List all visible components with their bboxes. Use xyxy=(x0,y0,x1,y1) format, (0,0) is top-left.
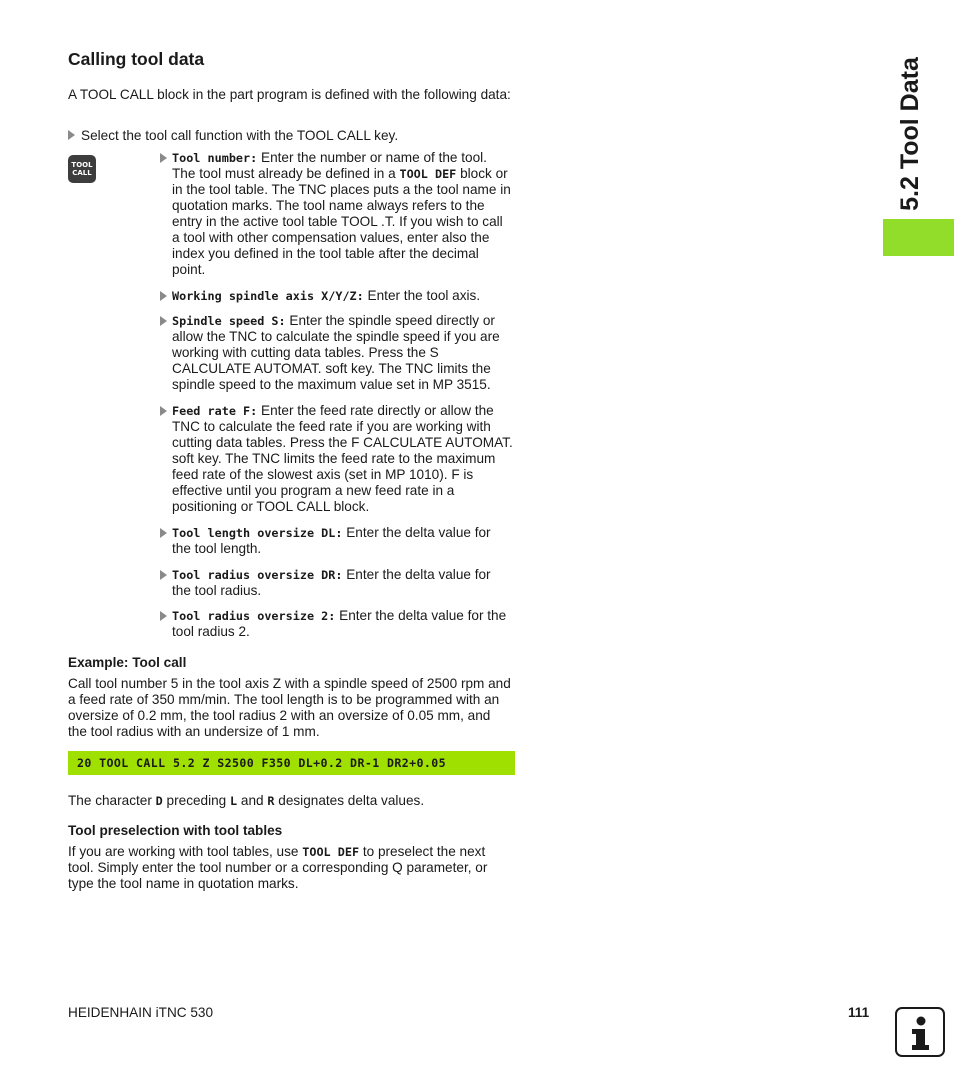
preselect-paragraph xyxy=(68,844,513,892)
item-code: Tool number: xyxy=(172,151,258,165)
step-arrow-icon xyxy=(160,570,167,580)
page-number: 111 xyxy=(848,1005,870,1020)
preselect-text: If you are working with tool tables, use xyxy=(68,844,303,859)
step-arrow-icon xyxy=(160,291,167,301)
note-text: The character xyxy=(68,793,156,808)
list-item-spindle-speed xyxy=(158,313,513,393)
preselect-text: to preselect the next tool. Simply enter the tool number or a corresponding Q parameter, or type the tool name in quotation marks. xyxy=(68,844,488,891)
preselect-heading: Tool preselection with tool tables xyxy=(68,823,283,838)
section-heading: Calling tool data xyxy=(68,49,205,69)
step-arrow-icon xyxy=(160,528,167,538)
item-code: Tool radius oversize 2: xyxy=(172,609,336,623)
chapter-side-title-text: 5.2 Tool Data xyxy=(896,57,924,211)
note-code: L xyxy=(230,794,238,808)
list-item-length-oversize xyxy=(158,525,513,557)
list-item-radius-oversize xyxy=(158,567,513,599)
step-arrow-icon xyxy=(160,611,167,621)
footer-product: HEIDENHAIN iTNC 530 xyxy=(68,1005,214,1020)
item-text: Enter the tool axis. xyxy=(363,288,481,303)
item-code: Working spindle axis X/Y/Z: xyxy=(172,289,364,303)
delta-note xyxy=(68,793,516,809)
select-step-text: Select the tool call function with the TOOL CALL key. xyxy=(81,128,399,143)
code-block: 20 TOOL CALL 5.2 Z S2500 F350 DL+0.2 DR-1 DR2+0.05 xyxy=(68,751,515,775)
chapter-side-title xyxy=(895,58,925,210)
item-code: Tool length oversize DL: xyxy=(172,526,343,540)
step-arrow-icon xyxy=(68,130,75,140)
note-code: R xyxy=(267,794,275,808)
item-inline-code: TOOL DEF xyxy=(399,167,457,181)
info-icon xyxy=(895,1007,945,1057)
item-text-after: block or in the tool table. The TNC places puts a the tool name in quotation marks. The tool name always refers to the entry in the active tool table TOOL .T. If you wish to call a tool with other compensation values, enter also the index you defined in the tool table after the decimal point. xyxy=(172,166,511,277)
item-text: Enter the feed rate directly or allow the TNC to calculate the feed rate if you are working with cutting data tables. Press the F CALCULATE AUTOMAT. soft key. The TNC limits the feed rate to the maximum feed rate of the slowest axis (set in MP 1010). F is effective until you program a new feed rate in a positioning or TOOL CALL block. xyxy=(172,403,513,514)
item-code: Tool radius oversize DR: xyxy=(172,568,343,582)
item-code: Spindle speed S: xyxy=(172,314,286,328)
item-text: Enter the spindle speed directly or allow the TNC to calculate the spindle speed if you are working with cutting data tables. Press the S CALCULATE AUTOMAT. soft key. The TNC limits the spindle speed to the maximum value set in MP 3515. xyxy=(172,313,500,392)
note-text: preceding xyxy=(162,793,231,808)
key-label-line1: TOOL xyxy=(71,161,93,169)
list-item-tool-number xyxy=(158,150,513,278)
step-arrow-icon xyxy=(160,153,167,163)
list-item-spindle-axis xyxy=(158,288,513,304)
item-text: Enter the number or name of the tool. The tool must already be defined in a xyxy=(172,150,487,181)
note-text: and xyxy=(237,793,268,808)
chapter-tab xyxy=(883,219,954,256)
example-heading: Example: Tool call xyxy=(68,655,187,670)
step-arrow-icon xyxy=(160,406,167,416)
step-arrow-icon xyxy=(160,316,167,326)
item-text: Enter the delta value for the tool radius. xyxy=(172,567,491,598)
intro-paragraph: A TOOL CALL block in the part program is defined with the following data: xyxy=(68,87,511,102)
item-text: Enter the delta value for the tool radius 2. xyxy=(172,608,507,639)
item-text: Enter the delta value for the tool length. xyxy=(172,525,491,556)
example-paragraph: Call tool number 5 in the tool axis Z with a spindle speed of 2500 rpm and a feed rate of 350 mm/min. The tool length is to be programmed with an oversize of 0.2 mm, the tool radius 2 with an oversize of 0.05 mm, and the tool radius with an undersize of 1 mm. xyxy=(68,676,511,739)
list-item-feed-rate xyxy=(158,403,513,515)
tool-call-key-icon xyxy=(68,155,96,183)
key-label-line2: CALL xyxy=(72,169,92,177)
note-code: D xyxy=(155,794,163,808)
list-item-radius-oversize-2 xyxy=(158,608,513,640)
item-code: Feed rate F: xyxy=(172,404,258,418)
note-text: designates delta values. xyxy=(274,793,425,808)
select-step xyxy=(68,128,398,144)
preselect-code: TOOL DEF xyxy=(302,845,360,859)
